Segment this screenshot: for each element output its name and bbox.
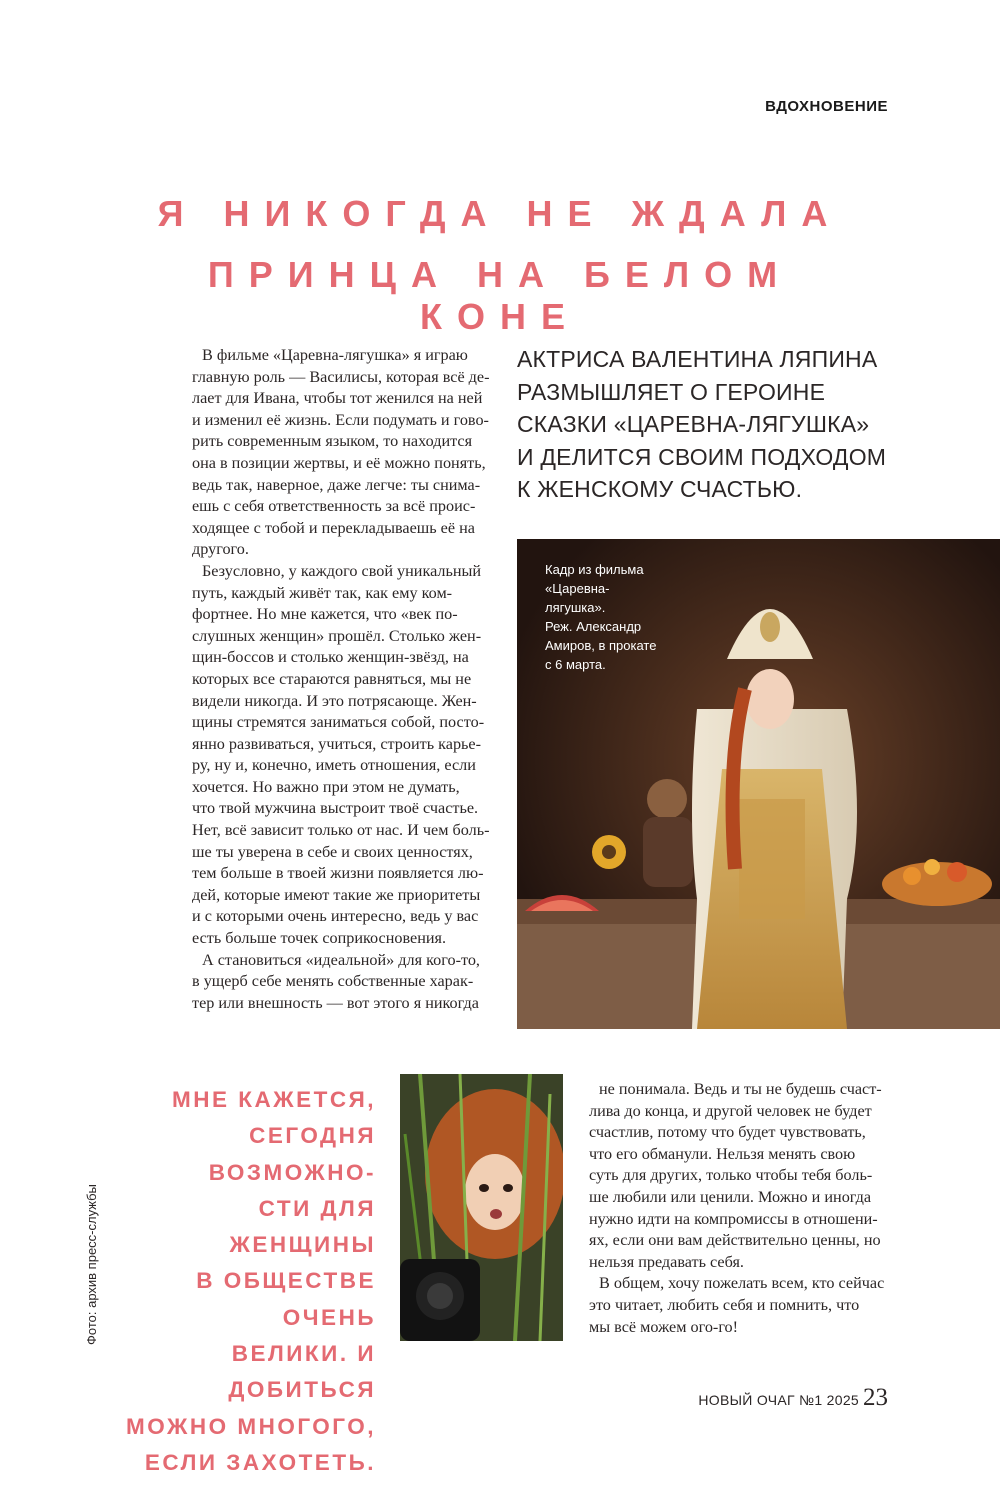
text-line: мы всё можем ого-го!	[589, 1317, 739, 1336]
text-line: Безусловно, у каждого свой уникальный	[202, 561, 482, 580]
text-line: ведь так, наверное, даже легче: ты снима-	[192, 475, 481, 494]
text-line: РАЗМЫШЛЯЕТ О ГЕРОИНЕ	[517, 378, 826, 405]
photo-credit: Фото: архив пресс-службы	[84, 1184, 99, 1345]
magazine-issue: НОВЫЙ ОЧАГ №1 2025	[698, 1392, 859, 1408]
paragraph	[192, 561, 498, 950]
text-line: И ДЕЛИТСЯ СВОИМ ПОДХОДОМ	[517, 443, 887, 470]
text-line: есть больше точек соприкосновения.	[192, 929, 447, 948]
text-line: В фильме «Царевна-лягушка» я играю	[202, 346, 468, 364]
text-line: лягушка».	[545, 600, 606, 615]
text-line: и с которыми очень интересно, ведь у вас	[192, 907, 479, 926]
text-line: что его обманули. Нельзя менять свою	[589, 1144, 856, 1163]
text-line: Кадр из фильма	[545, 562, 644, 577]
text-line: которых все стараются равняться, мы не	[192, 669, 472, 688]
text-line: щины стремятся заниматься собой, посто-	[192, 713, 485, 732]
headline-line-2: ПРИНЦА НА БЕЛОМ КОНЕ	[207, 254, 793, 337]
paragraph	[192, 950, 498, 1015]
text-line: К ЖЕНСКОМУ СЧАСТЬЮ.	[517, 476, 803, 502]
text-line: СКАЗКИ «ЦАРЕВНА-ЛЯГУШКА»	[517, 411, 870, 437]
text-line: В общем, хочу пожелать всем, кто сейчас	[599, 1274, 885, 1293]
page-footer	[698, 1384, 888, 1412]
text-line: СЕГОДНЯ ВОЗМОЖНО-	[208, 1123, 376, 1185]
text-line: СТИ ДЛЯ ЖЕНЩИНЫ	[229, 1195, 376, 1258]
text-line: лает для Ивана, чтобы тот женился на ней	[192, 389, 483, 408]
text-line: дей, которые имеют такие же приоритеты	[192, 885, 481, 904]
text-line: что твой мужчина выстроит твоё счастье.	[192, 799, 479, 818]
article-body-left	[192, 345, 498, 1014]
text-line: ру, ну и, конечно, иметь отношения, если	[192, 756, 476, 775]
text-line: она в позиции жертвы, и её можно понять,	[192, 453, 486, 472]
text-line: А становиться «идеальной» для кого-то,	[202, 950, 480, 969]
photo-caption	[545, 560, 685, 674]
paragraph	[589, 1273, 889, 1338]
text-line: главную роль — Василисы, которая всё де-	[192, 367, 490, 386]
text-line: другого.	[192, 540, 249, 559]
text-line: рить современным языком, то находится	[192, 432, 473, 451]
text-line: Реж. Александр	[545, 619, 642, 634]
paragraph	[192, 345, 498, 561]
text-line: ВЕЛИКИ. И ДОБИТЬСЯ	[228, 1341, 376, 1403]
text-line: нужно идти на компромиссы в отношени-	[589, 1209, 878, 1228]
text-line: хочется. Но важно при этом не думать,	[192, 777, 460, 796]
text-line: и изменил её жизнь. Если подумать и гово-	[192, 410, 489, 429]
text-line: щин-боссов и столько женщин-звёзд, на	[192, 648, 469, 667]
text-line: тер или внешность — вот этого я никогда	[192, 993, 479, 1012]
page-number: 23	[863, 1384, 888, 1411]
text-line: это читает, любить себя и помнить, что	[589, 1295, 860, 1314]
text-line: в ущерб себе менять собственные харак-	[192, 972, 474, 991]
text-line: МОЖНО МНОГОГО,	[126, 1413, 376, 1439]
text-line: В ОБЩЕСТВЕ ОЧЕНЬ	[196, 1268, 376, 1330]
text-line: тем больше в твоей жизни появляется лю-	[192, 864, 484, 883]
text-line: с 6 марта.	[545, 657, 606, 672]
text-line: ях, если они вам действительно ценны, но	[589, 1231, 881, 1250]
text-line: слушных женщин» прошёл. Столько жен-	[192, 626, 482, 645]
text-line: ешь с себя ответственность за всё проис-	[192, 497, 476, 516]
text-line: не понимала. Ведь и ты не будешь счаст-	[599, 1080, 882, 1098]
text-line: путь, каждый живёт так, как ему ком-	[192, 583, 453, 602]
article-lead	[517, 343, 917, 506]
actress-photo	[400, 1074, 563, 1341]
headline-line-1: Я НИКОГДА НЕ ЖДАЛА	[157, 193, 843, 234]
text-line: видели никогда. И это потрясающе. Жен-	[192, 691, 477, 710]
text-line: ходящее с тобой и перекладываешь её на	[192, 518, 475, 537]
text-line: Амиров, в прокате	[545, 638, 657, 653]
text-line: суть для других, только чтобы тебя боль-	[589, 1166, 873, 1185]
text-line: ЕСЛИ ЗАХОТЕТЬ.	[144, 1449, 376, 1475]
text-line: АКТРИСА ВАЛЕНТИНА ЛЯПИНА	[517, 346, 878, 372]
text-line: «Царевна-	[545, 581, 610, 596]
text-line: фортнее. Но мне кажется, что «век по-	[192, 605, 458, 624]
paragraph	[589, 1079, 889, 1273]
actress-photo-illustration	[400, 1074, 563, 1341]
text-line: ше ты уверена в себе и своих ценностях,	[192, 842, 473, 861]
text-line: Нет, всё зависит только от нас. И чем боль-	[192, 821, 490, 840]
article-body-right	[589, 1079, 889, 1338]
text-line: янно развиваться, учиться, строить карье-	[192, 734, 482, 753]
text-line: ше любили или ценили. Можно и иногда	[589, 1187, 872, 1206]
text-line: МНЕ КАЖЕТСЯ,	[172, 1087, 376, 1112]
text-line: нельзя предавать себя.	[589, 1252, 744, 1271]
section-label: ВДОХНОВЕНИЕ	[765, 98, 888, 115]
text-line: лива до конца, и другой человек не будет	[589, 1101, 872, 1120]
pull-quote	[120, 1082, 376, 1481]
text-line: счастлив, потому что будет чувствовать,	[589, 1123, 866, 1142]
